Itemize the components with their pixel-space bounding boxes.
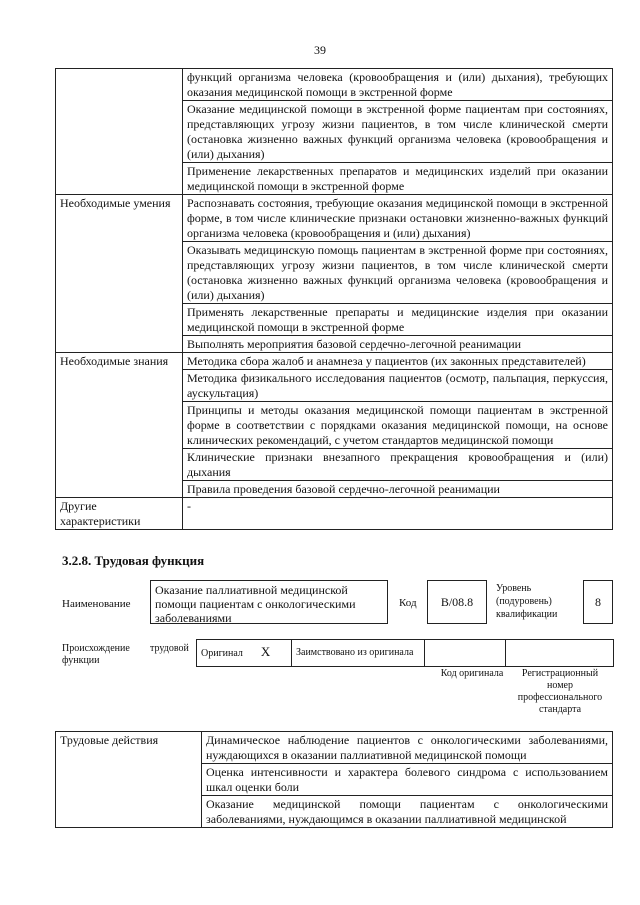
table-cell: -	[183, 498, 613, 530]
table-cell: Выполнять мероприятия базовой сердечно-легочной реанимации	[183, 336, 613, 353]
original-label: Оригинал	[201, 648, 243, 659]
section-heading: 3.2.8. Трудовая функция	[62, 553, 205, 568]
labor-actions-table	[55, 731, 613, 828]
table-row	[56, 732, 613, 764]
table-cell: функций организма человека (кровообращения и (или) дыхания), требующих оказания медицинской помощи в экстренной форме	[183, 69, 613, 101]
table-cell: Методика физикального исследования пациентов (осмотр, пальпация, перкуссия, аускультация)	[183, 370, 613, 402]
table-cell: Методика сбора жалоб и анамнеза у пациентов (их законных представителей)	[183, 353, 613, 370]
table-cell: Принципы и методы оказания медицинской помощи пациентам в экстренной форме в соответствии с порядками оказания медицинской помощи, на основе клинических рекомендаций, с учетом стандартов медицинской помощи	[183, 402, 613, 449]
table-cell: Оценка интенсивности и характера болевого синдрома с использованием шкал оценки боли	[202, 764, 613, 796]
table-cell: Оказание медицинской помощи пациентам с онкологическими заболеваниями, нуждающимся в оказании паллиативной медицинской	[202, 796, 613, 828]
reg-number-cell	[506, 640, 614, 667]
original-cell	[197, 640, 292, 667]
code-label: Код	[399, 597, 417, 609]
origin-label-word1: Происхождение	[62, 643, 130, 654]
table-cell: Клинические признаки внезапного прекращения кровообращения и (или) дыхания	[183, 449, 613, 481]
table-row	[56, 69, 613, 101]
origin-label-word2: трудовой	[150, 643, 189, 654]
borrowed-cell: Заимствовано из оригинала	[292, 640, 425, 667]
table-row	[56, 195, 613, 242]
reg-number-caption: Регистрационный номер профессионального стандарта	[517, 668, 603, 715]
origin-label-word3: функции	[62, 655, 100, 666]
row-label: Необходимые знания	[56, 353, 183, 498]
original-mark: X	[260, 644, 271, 659]
table-cell: Распознавать состояния, требующие оказания медицинской помощи в экстренной форме, в том числе клинические признаки остановки жизненно-важных функций организма человека (кровообращения и (или) дыхания)	[183, 195, 613, 242]
skills-knowledge-table	[55, 68, 613, 530]
level-label: Уровень (подуровень) квалификации	[496, 583, 558, 620]
origin-label	[62, 643, 192, 667]
function-name-box: Оказание паллиативной медицинской помощи пациентам с онкологическими заболеваниями	[150, 580, 388, 624]
level-box: 8	[583, 580, 613, 624]
code-box: B/08.8	[427, 580, 487, 624]
table-cell: Применять лекарственные препараты и медицинские изделия при оказании медицинской помощи в экстренной форме	[183, 304, 613, 336]
name-label: Наименование	[62, 598, 131, 610]
table-row	[56, 353, 613, 370]
table-cell: Оказывать медицинскую помощь пациентам в экстренной форме при состояниях, представляющих угрозу жизни пациентов, в том числе клинической смерти (остановка жизненно важных функций организма человека (кровообращения и (или) дыхания)	[183, 242, 613, 304]
row-label: Необходимые умения	[56, 195, 183, 353]
row-label: Другие характеристики	[56, 498, 183, 530]
row-label: Трудовые действия	[56, 732, 202, 828]
table-cell: Правила проведения базовой сердечно-легочной реанимации	[183, 481, 613, 498]
table-row	[197, 640, 614, 667]
code-original-caption: Код оригинала	[440, 668, 504, 679]
origin-table	[196, 639, 614, 667]
code-original-cell	[425, 640, 506, 667]
page-number: 39	[314, 43, 326, 57]
table-row	[56, 498, 613, 530]
row-label	[56, 69, 183, 195]
table-cell: Оказание медицинской помощи в экстренной форме пациентам при состояниях, представляющих угрозу жизни пациентов, в том числе клинической смерти (остановка жизненно важных функций организма человека (кровообращения и (или) дыхания)	[183, 101, 613, 163]
table-cell: Динамическое наблюдение пациентов с онкологическими заболеваниями, нуждающихся в оказании паллиативной медицинской помощи	[202, 732, 613, 764]
table-cell: Применение лекарственных препаратов и медицинских изделий при оказании медицинской помощи в экстренной форме	[183, 163, 613, 195]
